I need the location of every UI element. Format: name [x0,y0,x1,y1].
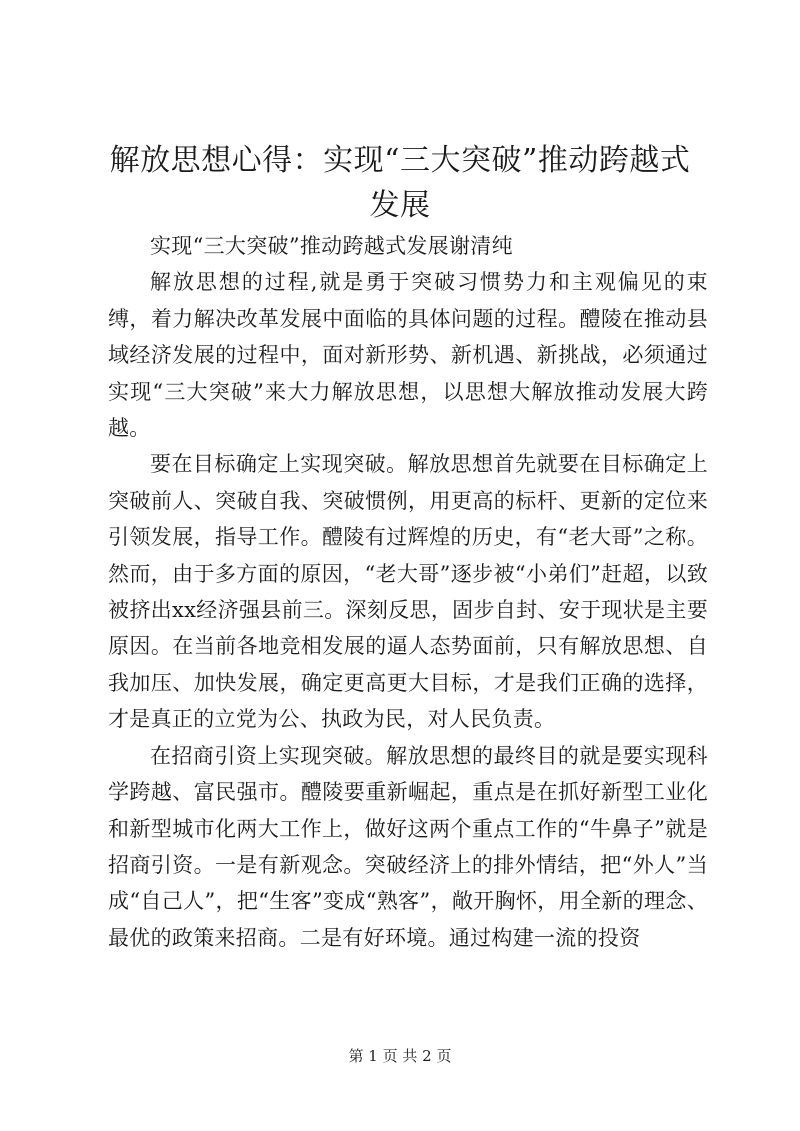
body-paragraph: 解放思想的过程,就是勇于突破习惯势力和主观偏见的束缚，着力解决改革发展中面临的具体问题的过程。醴陵在推动县域经济发展的过程中，面对新形势、新机遇、新挑战，必须通过实现“三大突破”来大力解放思想，以思想大解放推动发展大跨越。 [108,270,708,441]
document-body [108,228,708,956]
body-paragraph: 要在目标确定上实现突破。解放思想首先就要在目标确定上突破前人、突破自我、突破惯例，用更高的标杆、更新的定位来引领发展，指导工作。醴陵有过辉煌的历史，有“老大哥”之称。然而，由于多方面的原因，“老大哥”逐步被“小弟们”赶超，以致被挤出xx经济强县前三。深刻反思，固步自封、安于现状是主要原因。在当前各地竞相发展的逼人态势面前，只有解放思想、自我加压、加快发展，确定更高更大目标，才是我们正确的选择，才是真正的立党为公、执政为民，对人民负责。 [108,452,708,732]
body-paragraph: 在招商引资上实现突破。解放思想的最终目的就是要实现科学跨越、富民强市。醴陵要重新崛起，重点是在抓好新型工业化和新型城市化两大工作上，做好这两个重点工作的“牛鼻子”就是招商引资。一是有新观念。突破经济上的排外情结，把“外人”当成“自己人”，把“生客”变成“熟客”，敞开胸怀，用全新的理念、最优的政策来招商。二是有好环境。通过构建一流的投资 [108,743,708,950]
page-number-footer: 第 1 页 共 2 页 [348,1047,452,1065]
document-title: 解放思想心得：实现“三大突破”推动跨越式发展 [109,143,691,223]
subtitle-paragraph: 实现“三大突破”推动跨越式发展谢清纯 [150,234,513,258]
